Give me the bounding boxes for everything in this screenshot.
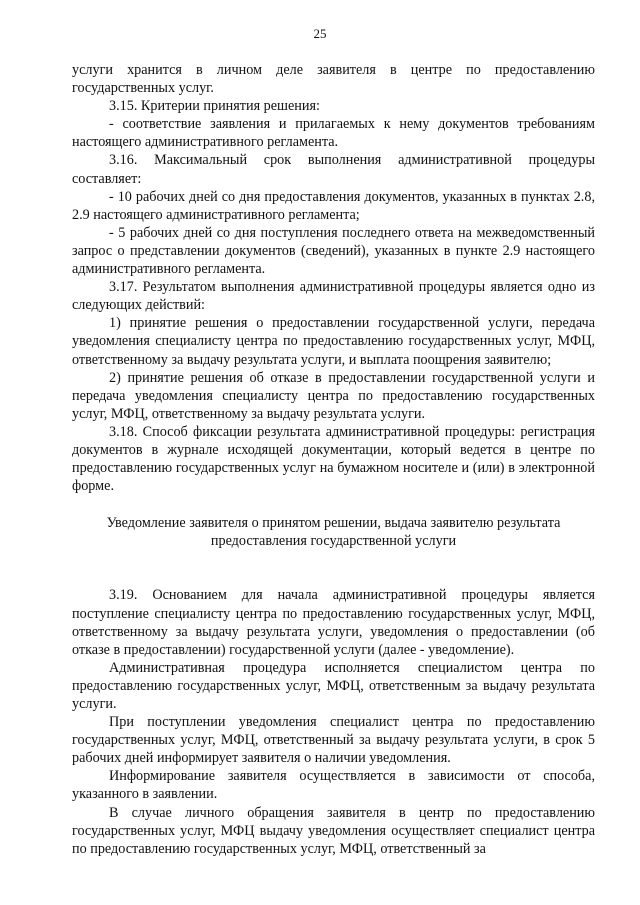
paragraph-result-1: 1) принятие решения о предоставлении государственной услуги, передача уведомления специалисту центра по предоставлению государственных услуг, МФЦ, ответственному за выдачу результата услуги, и выплата поощрения заявителю; <box>72 315 595 368</box>
paragraph-criteria-item: - соответствие заявления и прилагаемых к нему документов требованиям настоящего административного регламента. <box>72 116 595 151</box>
paragraph-3-15: 3.15. Критерии принятия решения: <box>109 98 320 115</box>
paragraph-3-19: 3.19. Основанием для начала административной процедуры является поступление специалисту центра по предоставлению государственных услуг, МФЦ, ответственному за выдачу результата услуги, уведомления о предоставлении (об отказе в предоставлении) государственной услуги (далее - уведомление). <box>72 587 595 658</box>
paragraph-informing: Информирование заявителя осуществляется в зависимости от способа, указанного в заявлении. <box>72 768 595 803</box>
paragraph-result-2: 2) принятие решения об отказе в предоставлении государственной услуги и передача уведомления специалисту центра по предоставлению государственных услуг, МФЦ, ответственному за выдачу результата услуги. <box>72 369 595 422</box>
section-heading: Уведомление заявителя о принятом решении, выдача заявителю результата предоставления государственной услуги <box>106 515 561 550</box>
paragraph-procedure-executor: Административная процедура исполняется специалистом центра по предоставлению государственных услуг, МФЦ, ответственным за выдачу результата услуги. <box>72 659 595 712</box>
document-body <box>72 61 595 858</box>
paragraph-3-17: 3.17. Результатом выполнения административной процедуры является одно из следующих действий: <box>72 279 595 314</box>
paragraph-continuation: услуги хранится в личном деле заявителя в центре по предоставлению государственных услуг. <box>72 62 595 97</box>
spacer <box>72 569 595 586</box>
paragraph-term-10-days: - 10 рабочих дней со дня предоставления документов, указанных в пунктах 2.8, 2.9 настоящего административного регламента; <box>72 188 595 223</box>
paragraph-3-18: 3.18. Способ фиксации результата административной процедуры: регистрация документов в журнале исходящей документации, который ведется в центре по предоставлению государственных услуг на бумажном носителе и (или) в электронной форме. <box>72 423 595 495</box>
page-number: 25 <box>313 26 327 41</box>
paragraph-3-16: 3.16. Максимальный срок выполнения административной процедуры составляет: <box>72 152 595 187</box>
paragraph-notification-receipt: При поступлении уведомления специалист центра по предоставлению государственных услуг, МФЦ, ответственный за выдачу результата услуги, в срок 5 рабочих дней информирует заявителя о наличии уведомления. <box>72 714 595 767</box>
paragraph-term-5-days: - 5 рабочих дней со дня поступления последнего ответа на межведомственный запрос о представлении документов (сведений), указанных в пункте 2.9 настоящего административного регламента. <box>72 224 595 278</box>
paragraph-personal-visit: В случае личного обращения заявителя в центр по предоставлению государственных услуг, МФЦ выдачу уведомления осуществляет специалист центра по предоставлению государственных услуг, МФЦ, ответственный за <box>72 804 595 857</box>
